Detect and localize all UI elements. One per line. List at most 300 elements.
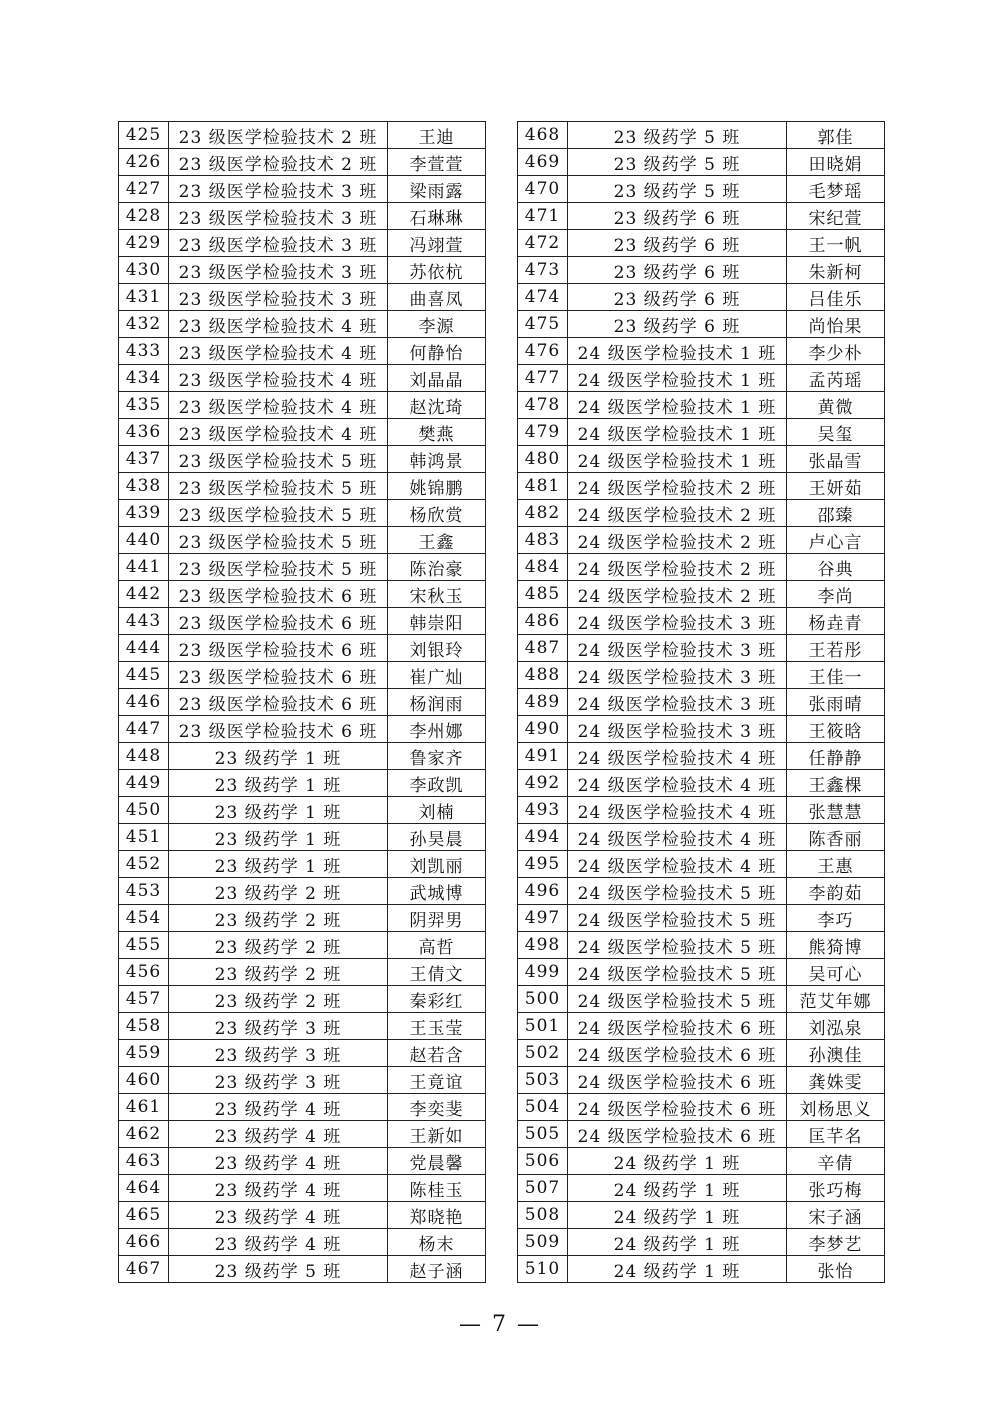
row-number: 484 (518, 554, 568, 581)
table-row (518, 419, 885, 446)
row-number: 446 (119, 689, 169, 716)
class-name: 24 级医学检验技术 5 班 (568, 959, 787, 986)
table-row (518, 473, 885, 500)
class-name: 23 级医学检验技术 5 班 (169, 527, 388, 554)
class-name: 23 级医学检验技术 6 班 (169, 689, 388, 716)
class-name: 24 级医学检验技术 5 班 (568, 905, 787, 932)
student-name: 刘银玲 (388, 635, 486, 662)
table-row (518, 716, 885, 743)
table-row (119, 1067, 486, 1094)
student-name: 吕佳乐 (787, 284, 885, 311)
class-name: 23 级药学 4 班 (169, 1148, 388, 1175)
row-number: 473 (518, 257, 568, 284)
table-row (518, 1175, 885, 1202)
row-number: 466 (119, 1229, 169, 1256)
student-name: 杨润雨 (388, 689, 486, 716)
class-name: 23 级药学 4 班 (169, 1094, 388, 1121)
table-row (119, 311, 486, 338)
student-name: 冯翊萱 (388, 230, 486, 257)
row-number: 471 (518, 203, 568, 230)
row-number: 497 (518, 905, 568, 932)
class-name: 24 级医学检验技术 3 班 (568, 608, 787, 635)
class-name: 23 级医学检验技术 5 班 (169, 473, 388, 500)
student-name: 李尚 (787, 581, 885, 608)
class-name: 24 级医学检验技术 3 班 (568, 689, 787, 716)
table-row (119, 581, 486, 608)
student-name: 王新如 (388, 1121, 486, 1148)
class-name: 23 级药学 3 班 (169, 1067, 388, 1094)
student-name: 王倩文 (388, 959, 486, 986)
student-name: 辛倩 (787, 1148, 885, 1175)
table-row (518, 986, 885, 1013)
row-number: 491 (518, 743, 568, 770)
row-number: 430 (119, 257, 169, 284)
table-row (119, 257, 486, 284)
student-name: 王筱晗 (787, 716, 885, 743)
row-number: 460 (119, 1067, 169, 1094)
row-number: 456 (119, 959, 169, 986)
table-row (518, 635, 885, 662)
table-row (119, 662, 486, 689)
row-number: 452 (119, 851, 169, 878)
table-row (119, 500, 486, 527)
class-name: 23 级药学 6 班 (568, 230, 787, 257)
class-name: 23 级药学 5 班 (169, 1256, 388, 1283)
table-row (518, 500, 885, 527)
student-name: 杨欣赏 (388, 500, 486, 527)
table-row (518, 365, 885, 392)
class-name: 23 级药学 2 班 (169, 932, 388, 959)
student-name: 秦彩红 (388, 986, 486, 1013)
roster-table-right (517, 121, 885, 1283)
table-row (518, 230, 885, 257)
row-number: 505 (518, 1121, 568, 1148)
row-number: 469 (518, 149, 568, 176)
row-number: 480 (518, 446, 568, 473)
table-row (119, 986, 486, 1013)
student-name: 李梦艺 (787, 1229, 885, 1256)
class-name: 23 级医学检验技术 5 班 (169, 554, 388, 581)
row-number: 432 (119, 311, 169, 338)
table-row (119, 1256, 486, 1283)
table-row (518, 149, 885, 176)
table-row (518, 662, 885, 689)
row-number: 425 (119, 122, 169, 149)
class-name: 23 级医学检验技术 6 班 (169, 635, 388, 662)
table-row (518, 284, 885, 311)
class-name: 23 级药学 5 班 (568, 176, 787, 203)
row-number: 455 (119, 932, 169, 959)
table-row (119, 1013, 486, 1040)
class-name: 23 级医学检验技术 5 班 (169, 446, 388, 473)
class-name: 24 级医学检验技术 1 班 (568, 446, 787, 473)
class-name: 24 级医学检验技术 5 班 (568, 932, 787, 959)
table-row (119, 851, 486, 878)
student-name: 陈治豪 (388, 554, 486, 581)
student-name: 孙昊晨 (388, 824, 486, 851)
class-name: 24 级医学检验技术 6 班 (568, 1040, 787, 1067)
row-number: 482 (518, 500, 568, 527)
row-number: 501 (518, 1013, 568, 1040)
student-name: 黄微 (787, 392, 885, 419)
student-name: 李巧 (787, 905, 885, 932)
student-name: 王鑫棵 (787, 770, 885, 797)
row-number: 499 (518, 959, 568, 986)
class-name: 23 级药学 6 班 (568, 284, 787, 311)
row-number: 475 (518, 311, 568, 338)
table-row (518, 1013, 885, 1040)
row-number: 470 (518, 176, 568, 203)
student-name: 李少朴 (787, 338, 885, 365)
table-row (518, 1256, 885, 1283)
row-number: 508 (518, 1202, 568, 1229)
class-name: 24 级医学检验技术 4 班 (568, 824, 787, 851)
table-row (518, 527, 885, 554)
row-number: 500 (518, 986, 568, 1013)
class-name: 24 级医学检验技术 3 班 (568, 716, 787, 743)
table-row (119, 230, 486, 257)
student-name: 韩崇阳 (388, 608, 486, 635)
student-name: 郑晓艳 (388, 1202, 486, 1229)
class-name: 24 级医学检验技术 1 班 (568, 392, 787, 419)
table-row (119, 608, 486, 635)
student-name: 宋纪萱 (787, 203, 885, 230)
class-name: 23 级医学检验技术 3 班 (169, 257, 388, 284)
class-name: 23 级医学检验技术 3 班 (169, 203, 388, 230)
row-number: 433 (119, 338, 169, 365)
table-row (518, 797, 885, 824)
table-row (518, 446, 885, 473)
student-name: 石琳琳 (388, 203, 486, 230)
table-row (119, 1121, 486, 1148)
table-row (518, 1121, 885, 1148)
student-name: 李韵茹 (787, 878, 885, 905)
table-row (119, 365, 486, 392)
student-name: 高哲 (388, 932, 486, 959)
row-number: 429 (119, 230, 169, 257)
row-number: 496 (518, 878, 568, 905)
class-name: 23 级医学检验技术 6 班 (169, 608, 388, 635)
class-name: 23 级药学 6 班 (568, 311, 787, 338)
row-number: 439 (119, 500, 169, 527)
class-name: 23 级医学检验技术 4 班 (169, 419, 388, 446)
student-name: 王一帆 (787, 230, 885, 257)
student-name: 李萱萱 (388, 149, 486, 176)
row-number: 435 (119, 392, 169, 419)
class-name: 24 级药学 1 班 (568, 1256, 787, 1283)
student-name: 刘凯丽 (388, 851, 486, 878)
row-number: 474 (518, 284, 568, 311)
class-name: 23 级药学 1 班 (169, 824, 388, 851)
table-row (518, 878, 885, 905)
table-row (518, 1040, 885, 1067)
table-row (518, 824, 885, 851)
row-number: 447 (119, 716, 169, 743)
student-name: 鲁家齐 (388, 743, 486, 770)
row-number: 454 (119, 905, 169, 932)
row-number: 440 (119, 527, 169, 554)
row-number: 478 (518, 392, 568, 419)
student-name: 崔广灿 (388, 662, 486, 689)
row-number: 509 (518, 1229, 568, 1256)
class-name: 23 级药学 6 班 (568, 257, 787, 284)
table-row (119, 176, 486, 203)
class-name: 23 级医学检验技术 4 班 (169, 338, 388, 365)
class-name: 23 级医学检验技术 3 班 (169, 230, 388, 257)
table-row (518, 689, 885, 716)
class-name: 23 级药学 5 班 (568, 149, 787, 176)
class-name: 23 级药学 4 班 (169, 1121, 388, 1148)
class-name: 24 级医学检验技术 4 班 (568, 851, 787, 878)
class-name: 24 级医学检验技术 4 班 (568, 770, 787, 797)
table-row (119, 797, 486, 824)
table-row (119, 743, 486, 770)
row-number: 462 (119, 1121, 169, 1148)
table-row (518, 770, 885, 797)
table-row (518, 1067, 885, 1094)
row-number: 448 (119, 743, 169, 770)
student-name: 田晓娟 (787, 149, 885, 176)
student-name: 王若彤 (787, 635, 885, 662)
row-number: 483 (518, 527, 568, 554)
table-row (119, 770, 486, 797)
table-row (518, 122, 885, 149)
table-row (518, 1229, 885, 1256)
row-number: 479 (518, 419, 568, 446)
class-name: 23 级药学 2 班 (169, 959, 388, 986)
class-name: 23 级医学检验技术 2 班 (169, 149, 388, 176)
class-name: 24 级医学检验技术 2 班 (568, 527, 787, 554)
student-name: 陈香丽 (787, 824, 885, 851)
student-name: 王竟谊 (388, 1067, 486, 1094)
student-name: 朱新柯 (787, 257, 885, 284)
table-row (119, 203, 486, 230)
class-name: 24 级医学检验技术 2 班 (568, 554, 787, 581)
row-number: 449 (119, 770, 169, 797)
student-name: 樊燕 (388, 419, 486, 446)
table-row (119, 1202, 486, 1229)
student-name: 谷典 (787, 554, 885, 581)
student-name: 孙澳佳 (787, 1040, 885, 1067)
class-name: 23 级医学检验技术 4 班 (169, 365, 388, 392)
row-number: 465 (119, 1202, 169, 1229)
student-name: 刘楠 (388, 797, 486, 824)
row-number: 436 (119, 419, 169, 446)
class-name: 24 级医学检验技术 6 班 (568, 1013, 787, 1040)
row-number: 463 (119, 1148, 169, 1175)
row-number: 477 (518, 365, 568, 392)
row-number: 503 (518, 1067, 568, 1094)
student-name: 匡芊名 (787, 1121, 885, 1148)
class-name: 23 级医学检验技术 4 班 (169, 392, 388, 419)
student-name: 陈桂玉 (388, 1175, 486, 1202)
student-name: 卢心言 (787, 527, 885, 554)
student-name: 王佳一 (787, 662, 885, 689)
table-row (518, 311, 885, 338)
table-row (518, 1094, 885, 1121)
student-name: 王鑫 (388, 527, 486, 554)
class-name: 23 级医学检验技术 6 班 (169, 581, 388, 608)
row-number: 510 (518, 1256, 568, 1283)
row-number: 457 (119, 986, 169, 1013)
student-name: 邵臻 (787, 500, 885, 527)
class-name: 23 级医学检验技术 3 班 (169, 284, 388, 311)
class-name: 24 级药学 1 班 (568, 1229, 787, 1256)
class-name: 23 级药学 6 班 (568, 203, 787, 230)
row-number: 451 (119, 824, 169, 851)
row-number: 428 (119, 203, 169, 230)
student-name: 王迪 (388, 122, 486, 149)
class-name: 24 级医学检验技术 4 班 (568, 743, 787, 770)
table-row (518, 851, 885, 878)
class-name: 24 级医学检验技术 4 班 (568, 797, 787, 824)
table-row (119, 554, 486, 581)
student-name: 任静静 (787, 743, 885, 770)
student-name: 张晶雪 (787, 446, 885, 473)
class-name: 24 级医学检验技术 2 班 (568, 500, 787, 527)
student-name: 吴可心 (787, 959, 885, 986)
student-name: 李政凯 (388, 770, 486, 797)
student-name: 赵若含 (388, 1040, 486, 1067)
student-name: 王妍茹 (787, 473, 885, 500)
row-number: 495 (518, 851, 568, 878)
table-row (119, 635, 486, 662)
student-name: 苏依杭 (388, 257, 486, 284)
row-number: 472 (518, 230, 568, 257)
class-name: 23 级医学检验技术 6 班 (169, 716, 388, 743)
class-name: 24 级医学检验技术 2 班 (568, 581, 787, 608)
class-name: 23 级药学 2 班 (169, 878, 388, 905)
student-name: 李州娜 (388, 716, 486, 743)
row-number: 506 (518, 1148, 568, 1175)
class-name: 23 级药学 4 班 (169, 1202, 388, 1229)
class-name: 24 级药学 1 班 (568, 1175, 787, 1202)
table-row (518, 1148, 885, 1175)
student-name: 王玉莹 (388, 1013, 486, 1040)
table-row (119, 473, 486, 500)
class-name: 24 级医学检验技术 5 班 (568, 986, 787, 1013)
student-name: 李源 (388, 311, 486, 338)
row-number: 431 (119, 284, 169, 311)
class-name: 24 级医学检验技术 6 班 (568, 1094, 787, 1121)
student-name: 范艾年娜 (787, 986, 885, 1013)
row-number: 494 (518, 824, 568, 851)
student-name: 刘晶晶 (388, 365, 486, 392)
row-number: 476 (518, 338, 568, 365)
student-name: 吴玺 (787, 419, 885, 446)
row-number: 426 (119, 149, 169, 176)
table-row (119, 959, 486, 986)
row-number: 461 (119, 1094, 169, 1121)
row-number: 493 (518, 797, 568, 824)
student-name: 张慧慧 (787, 797, 885, 824)
table-row (518, 959, 885, 986)
row-number: 467 (119, 1256, 169, 1283)
student-name: 何静怡 (388, 338, 486, 365)
student-name: 刘泓泉 (787, 1013, 885, 1040)
class-name: 23 级药学 5 班 (568, 122, 787, 149)
row-number: 486 (518, 608, 568, 635)
student-name: 杨末 (388, 1229, 486, 1256)
table-row (119, 1148, 486, 1175)
class-name: 23 级药学 1 班 (169, 770, 388, 797)
table-row (119, 689, 486, 716)
table-row (518, 743, 885, 770)
student-name: 武城博 (388, 878, 486, 905)
row-number: 459 (119, 1040, 169, 1067)
student-name: 李奕斐 (388, 1094, 486, 1121)
student-name: 宋秋玉 (388, 581, 486, 608)
row-number: 490 (518, 716, 568, 743)
row-number: 468 (518, 122, 568, 149)
table-row (518, 608, 885, 635)
student-name: 孟芮瑶 (787, 365, 885, 392)
row-number: 502 (518, 1040, 568, 1067)
table-row (119, 284, 486, 311)
row-number: 488 (518, 662, 568, 689)
class-name: 24 级药学 1 班 (568, 1202, 787, 1229)
table-row (518, 905, 885, 932)
class-name: 23 级药学 1 班 (169, 851, 388, 878)
student-name: 张雨晴 (787, 689, 885, 716)
student-name: 梁雨露 (388, 176, 486, 203)
row-number: 489 (518, 689, 568, 716)
student-name: 张巧梅 (787, 1175, 885, 1202)
student-name: 杨垚青 (787, 608, 885, 635)
table-row (119, 149, 486, 176)
row-number: 438 (119, 473, 169, 500)
student-name: 张怡 (787, 1256, 885, 1283)
row-number: 487 (518, 635, 568, 662)
class-name: 23 级医学检验技术 5 班 (169, 500, 388, 527)
student-name: 赵子涵 (388, 1256, 486, 1283)
table-row (518, 932, 885, 959)
table-row (518, 203, 885, 230)
class-name: 24 级医学检验技术 6 班 (568, 1067, 787, 1094)
table-row (518, 257, 885, 284)
class-name: 23 级医学检验技术 4 班 (169, 311, 388, 338)
table-row (119, 878, 486, 905)
row-number: 445 (119, 662, 169, 689)
table-row (119, 122, 486, 149)
class-name: 24 级医学检验技术 5 班 (568, 878, 787, 905)
table-row (119, 1094, 486, 1121)
student-name: 党晨馨 (388, 1148, 486, 1175)
class-name: 23 级药学 1 班 (169, 743, 388, 770)
student-name: 韩鸿景 (388, 446, 486, 473)
class-name: 24 级医学检验技术 3 班 (568, 662, 787, 689)
page-number: — 7 — (459, 1312, 541, 1337)
class-name: 24 级药学 1 班 (568, 1148, 787, 1175)
student-name: 刘杨思义 (787, 1094, 885, 1121)
student-name: 郭佳 (787, 122, 885, 149)
row-number: 485 (518, 581, 568, 608)
class-name: 23 级药学 4 班 (169, 1175, 388, 1202)
row-number: 450 (119, 797, 169, 824)
row-number: 437 (119, 446, 169, 473)
class-name: 23 级药学 1 班 (169, 797, 388, 824)
table-row (518, 554, 885, 581)
student-name: 阴羿男 (388, 905, 486, 932)
table-row (119, 338, 486, 365)
table-row (518, 581, 885, 608)
row-number: 492 (518, 770, 568, 797)
row-number: 481 (518, 473, 568, 500)
row-number: 453 (119, 878, 169, 905)
class-name: 23 级药学 3 班 (169, 1013, 388, 1040)
table-row (518, 1202, 885, 1229)
table-row (119, 1229, 486, 1256)
